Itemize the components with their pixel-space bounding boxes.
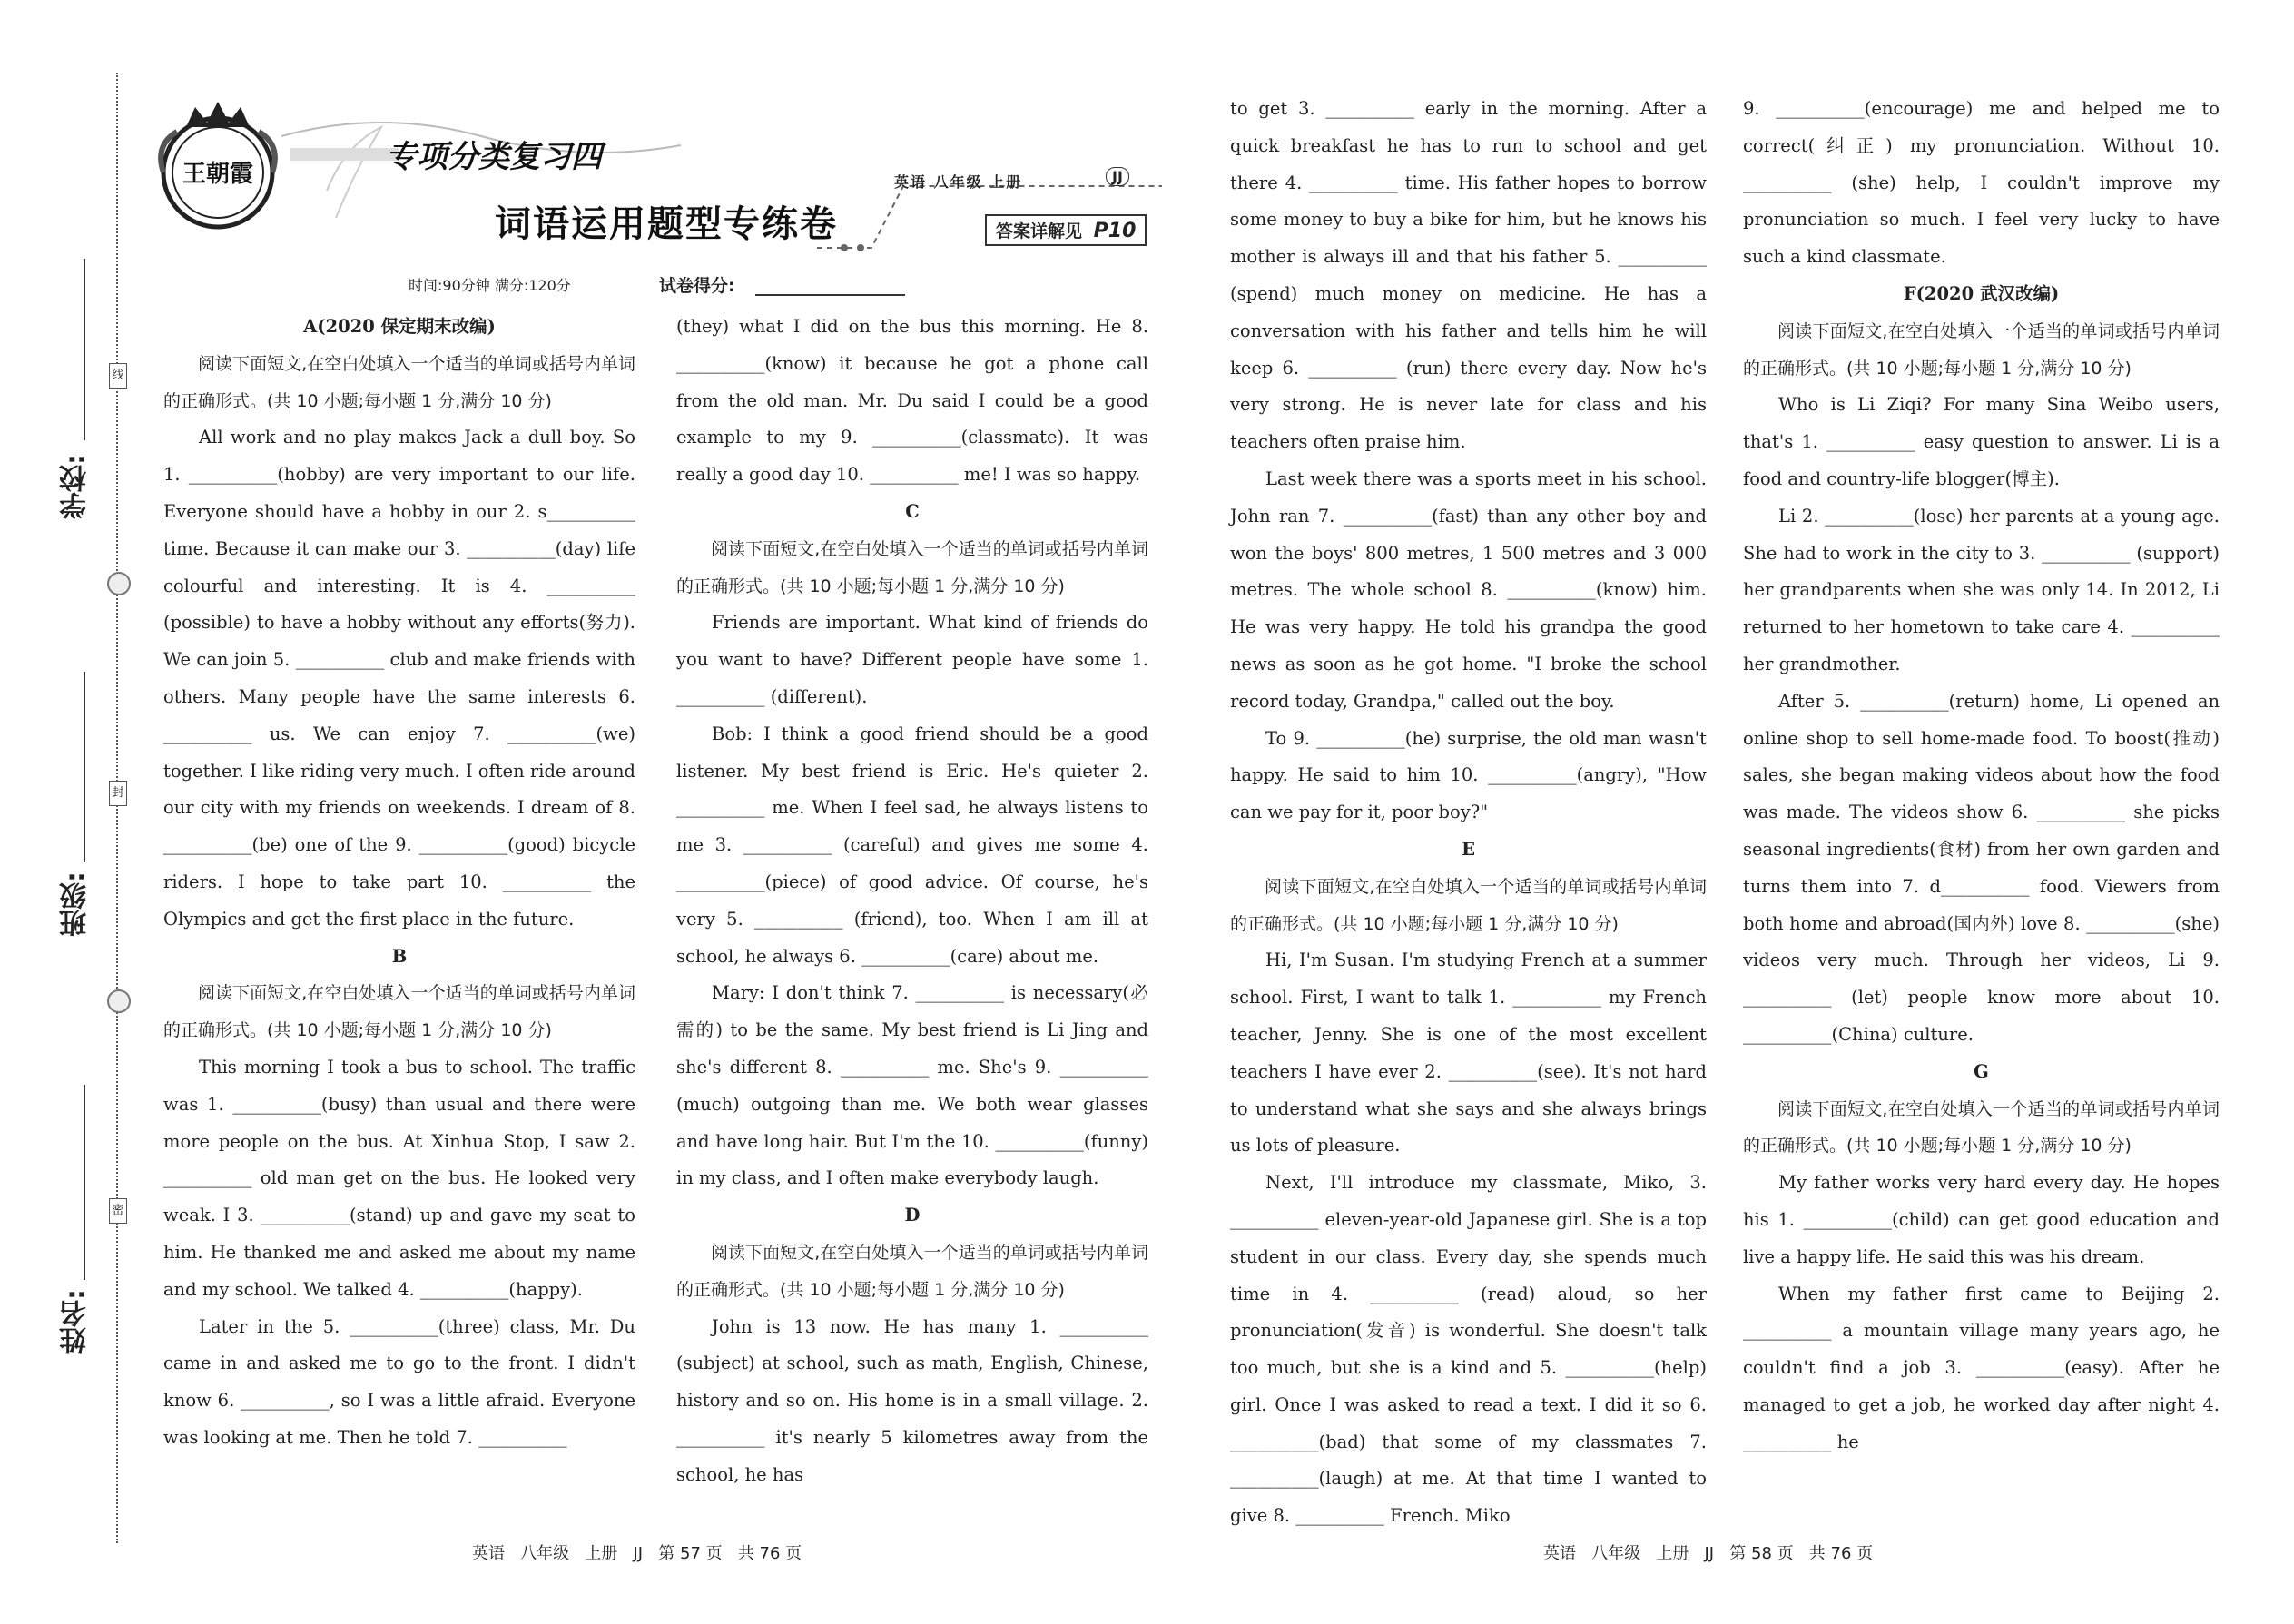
class-blank: [84, 672, 85, 862]
para: Later in the 5. __________(three) class, Mr. Du came in and asked me to go to the front. I didn't know 6. __________, so I was a little afraid. Everyone was looking at me. Then he told 7. __________: [163, 1315, 635, 1448]
name-blank: [84, 1085, 85, 1280]
answer-ref-label: 答案详解见: [996, 221, 1083, 241]
para: Li 2. __________(lose) her parents at a young age. She had to work in the city to 3. __________ (support) her grandparents when she was only 14. In 2012, Li returned to her hometown to take care 4. __________ her grandmother.: [1743, 505, 2220, 674]
column-1: [163, 309, 635, 1457]
para: After 5. __________(return) home, Li opened an online shop to sell home-made food. To boost(推动) sales, she began making videos about how the food was made. The videos show 6. __________ she picks seasonal ingredients(食材) from her own garden and turns them into 7. d__________ food. Viewers from both home and abroad(国内外) love 8. __________(she) videos very much. Through her videos, Li 9. __________ (let) people know more about 10. __________(China) culture.: [1743, 690, 2220, 1045]
para: A(2020 保定期末改编): [303, 316, 496, 337]
para: 阅读下面短文,在空白处填入一个适当的单词或括号内单词的正确形式。(共 10 小题;每小题 1 分,满分 10 分): [1230, 876, 1707, 934]
para: F(2020 武汉改编): [1903, 282, 2060, 304]
para: D: [904, 1205, 921, 1226]
para: (they) what I did on the bus this morning. He 8. __________(know) it because he got a phone call from the old man. Mr. Du said I could be a good example to my 9. __________(classmate). It was really a good day 10. __________ me! I was so happy.: [676, 316, 1148, 486]
para: Last week there was a sports meet in his school. John ran 7. __________(fast) than any other boy and won the boys' 800 metres, 1 500 metres and 3 000 metres. The whole school 8. __________(know) him. He was very happy. He told his grandpa the good news as soon as he got home. "I broke the school record today, Grandpa," called out the boy.: [1230, 468, 1707, 712]
para: B: [391, 945, 408, 967]
binding-hole: [107, 572, 131, 595]
score-label: 试卷得分:: [659, 276, 735, 296]
name-label: 姓名:: [60, 1289, 92, 1354]
binding-hole: [107, 989, 131, 1013]
column-3: [1230, 91, 1707, 1535]
binding-line: [116, 73, 120, 1543]
subject-badge: 英语 八年级 上册: [894, 173, 1023, 191]
para: My father works very hard every day. He hopes his 1. __________(child) can get good education and live a happy life. He said this was his dream.: [1743, 1172, 2220, 1267]
para: 阅读下面短文,在空白处填入一个适当的单词或括号内单词的正确形式。(共 10 小题;每小题 1 分,满分 10 分): [163, 353, 635, 411]
para: 阅读下面短文,在空白处填入一个适当的单词或括号内单词的正确形式。(共 10 小题;每小题 1 分,满分 10 分): [1743, 320, 2220, 379]
para: When my father first came to Beijing 2. __________ a mountain village many years ago, he couldn't find a job 3. __________(easy). After he managed to get a job, he worked day after night 4. __________ he: [1743, 1283, 2220, 1452]
column-4: [1743, 91, 2220, 1461]
para: Hi, I'm Susan. I'm studying French at a summer school. First, I want to talk 1. __________ my French teacher, Jenny. She is one of the most excellent teachers I have ever 2. __________(see). It's not hard to understand what she says and she always brings us lots of pleasure.: [1230, 950, 1707, 1156]
answer-ref-box: [985, 214, 1147, 246]
school-blank: [84, 259, 85, 440]
para: Bob: I think a good friend should be a good listener. My best friend is Eric. He's quieter 2. __________ me. When I feel sad, he always listens to me 3. __________ (careful) and gives me some 4. __________(piece) of good advice. Of course, he's very 5. __________ (friend), too. When I am ill at school, he always 6. __________(care) about me.: [676, 723, 1148, 967]
para: to get 3. __________ early in the morning. After a quick breakfast he has to run to school and get there 4. __________ time. His father hopes to borrow some money to buy a bike for him, but he knows his mother is always ill and that his father 5. __________ (spend) much money on medicine. He has a conversation with his father and tells him he will keep 6. __________ (run) there every day. Now he's very strong. He is never late for class and his teachers often praise him.: [1230, 98, 1707, 453]
logo-text: 王朝霞: [182, 161, 254, 188]
para: E: [1462, 838, 1475, 860]
para: Friends are important. What kind of friends do you want to have? Different people have some 1. __________ (different).: [676, 612, 1148, 707]
para: Who is Li Ziqi? For many Sina Weibo users, that's 1. __________ easy question to answer. Li is a food and country-life blogger(博主).: [1743, 394, 2220, 489]
para: 阅读下面短文,在空白处填入一个适当的单词或括号内单词的正确形式。(共 10 小题;每小题 1 分,满分 10 分): [163, 983, 635, 1041]
para: 9. __________(encourage) me and helped me to correct(纠正) my pronunciation. Without 10. __________ (she) help, I couldn't improve my pronunciation so much. I feel very lucky to have such a kind classmate.: [1743, 98, 2220, 268]
score-blank: [755, 294, 905, 296]
footer-right: 英语 八年级 上册 JJ 第 58 页 共 76 页: [1543, 1544, 1874, 1563]
time-info: 时间:90分钟 满分:120分: [409, 277, 571, 294]
para: John is 13 now. He has many 1. __________ (subject) at school, such as math, English, Chinese, history and so on. His home is in a small village. 2. __________ it's nearly 5 kilometres away from the school, he has: [676, 1315, 1148, 1485]
answer-ref-page: P10: [1093, 220, 1137, 242]
para: 阅读下面短文,在空白处填入一个适当的单词或括号内单词的正确形式。(共 10 小题;每小题 1 分,满分 10 分): [1743, 1098, 2220, 1156]
para: G: [1974, 1060, 1989, 1082]
series-title: 专项分类复习四: [386, 139, 602, 175]
para: All work and no play makes Jack a dull boy. So 1. __________(hobby) are very important to our life. Everyone should have a hobby in our 2. s__________ time. Because it can make our 3. __________(day) life colourful and interesting. It is 4. __________ (possible) to have a hobby without any efforts(努力). We can join 5. __________ club and make friends with others. Many people have the same interests 6. __________ us. We can enjoy 7. __________(we) together. I like riding very much. I often ride around our city with my friends on weekends. I dream of 8. __________(be) one of the 9. __________(good) bicycle riders. I hope to take part 10. __________ the Olympics and get the first place in the future.: [163, 427, 635, 930]
seal-mark-secret: 密: [109, 1198, 127, 1224]
main-title: 词语运用题型专练卷: [495, 202, 838, 245]
seal-mark-seal: 封: [109, 781, 127, 806]
class-label: 班级:: [60, 871, 92, 937]
footer-left: 英语 八年级 上册 JJ 第 57 页 共 76 页: [472, 1544, 802, 1563]
para: Mary: I don't think 7. __________ is necessary(必需的) to be the same. My best friend is Li Jing and she's different 8. __________ me. She's 9. __________ (much) outgoing than me. We both wear glasses and have long hair. But I'm the 10. __________(funny) in my class, and I often make everybody laugh.: [676, 982, 1148, 1189]
para: To 9. __________(he) surprise, the old man wasn't happy. He said to him 10. __________(angry), "How can we pay for it, poor boy?": [1230, 727, 1707, 823]
para: Next, I'll introduce my classmate, Miko, 3. __________ eleven-year-old Japanese girl. She is a top student in our class. Every day, she spends much time in 4. __________ (read) aloud, so her pronunciation(发音) is wonderful. She doesn't talk too much, but she is a kind and 5. __________(help) girl. Once I was asked to read a text. I did it so 6. __________(bad) that some of my classmates 7. __________(laugh) at me. At that time I wanted to give 8. __________ French. Miko: [1230, 1172, 1707, 1527]
para: 阅读下面短文,在空白处填入一个适当的单词或括号内单词的正确形式。(共 10 小题;每小题 1 分,满分 10 分): [676, 538, 1148, 596]
edition-tag: JJ: [1106, 167, 1129, 186]
school-label: 学校:: [60, 454, 92, 519]
para: 阅读下面短文,在空白处填入一个适当的单词或括号内单词的正确形式。(共 10 小题;每小题 1 分,满分 10 分): [676, 1242, 1148, 1300]
seal-mark-line: 线: [109, 363, 127, 389]
column-2: [676, 309, 1148, 1494]
para: C: [905, 500, 920, 522]
para: This morning I took a bus to school. The traffic was 1. __________(busy) than usual and there were more people on the bus. At Xinhua Stop, I saw 2. __________ old man get on the bus. He looked very weak. I 3. __________(stand) up and gave my seat to him. He thanked me and asked me about my name and my school. We talked 4. __________(happy).: [163, 1056, 635, 1300]
logo-emblem: [145, 91, 290, 236]
